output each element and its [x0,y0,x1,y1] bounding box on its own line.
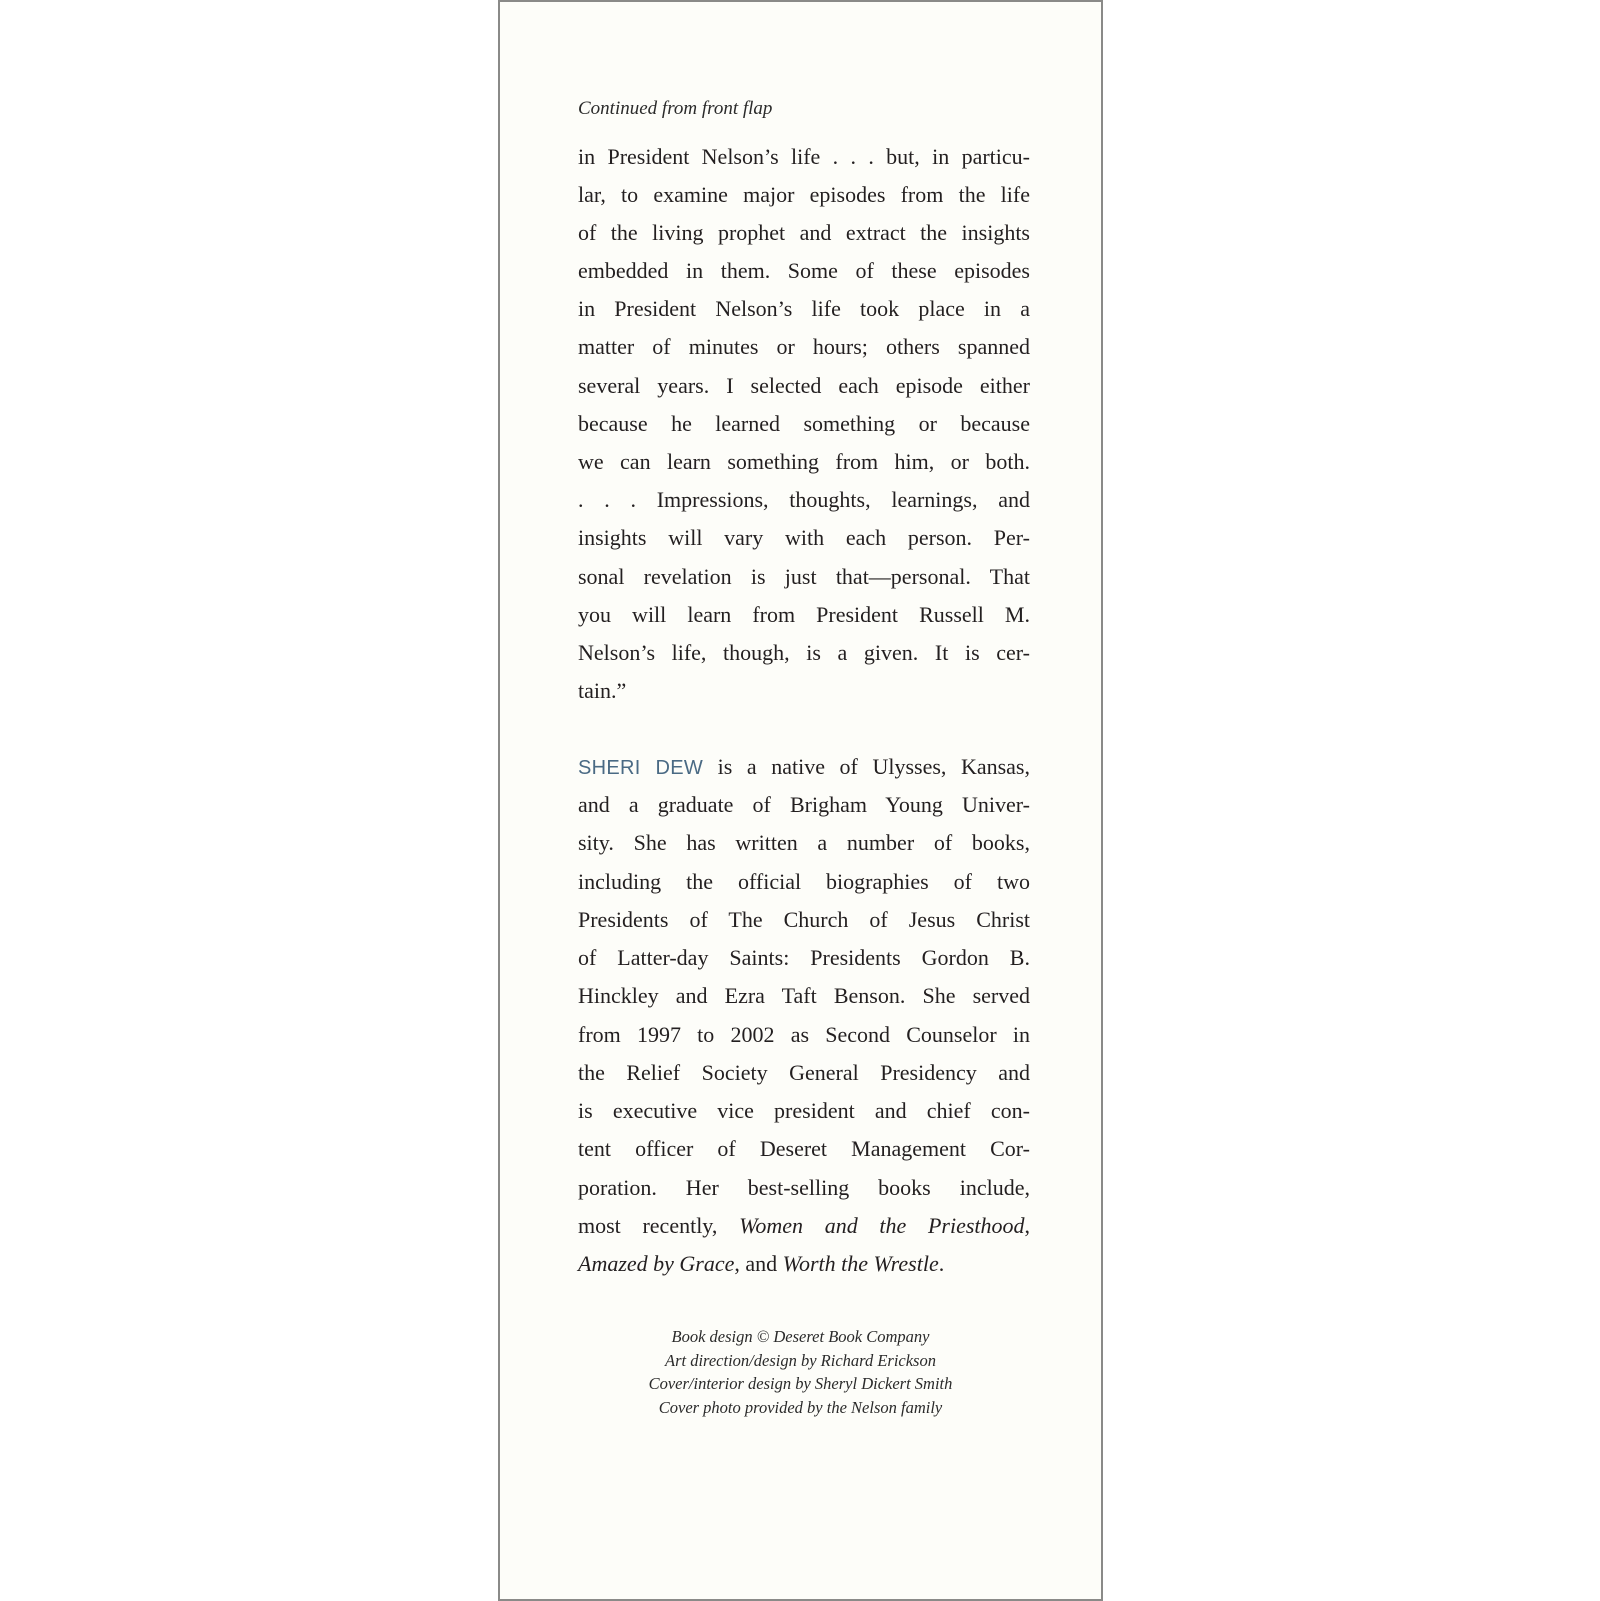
quote-line: embedded in them. Some of these episodes [578,258,1030,283]
credit-line: Art direction/design by Richard Erickson [665,1351,936,1370]
bio-line: is executive vice president and chief con- [578,1098,1030,1123]
credit-line: Cover/interior design by Sheryl Dickert Smith [648,1374,953,1393]
book-back-flap [498,0,1103,1601]
bio-line: of Latter-day Saints: Presidents Gordon B. [578,945,1030,970]
bio-line: Presidents of The Church of Jesus Christ [578,907,1030,932]
quote-line: matter of minutes or hours; others spanned [578,334,1030,359]
author-name: SHERI DEW [578,757,704,779]
quote-line: insights will vary with each person. Per- [578,525,1030,550]
bio-line [578,752,1030,782]
bio-line: tent officer of Deseret Management Cor- [578,1136,1030,1161]
bio-line: including the official biographies of two [578,869,1030,894]
book-title: Women and the Priesthood [739,1213,1025,1238]
quote-line: sonal revelation is just that—personal. That [578,564,1030,589]
quote-line: several years. I selected each episode either [578,373,1030,398]
book-title: Amazed by Grace [578,1251,735,1276]
quote-line: we can learn something from him, or both. [578,449,1030,474]
quote-line: lar, to examine major episodes from the life [578,182,1030,207]
quote-line: of the living prophet and extract the insights [578,220,1030,245]
bio-text: , [1024,1213,1031,1238]
bio-text: most recently, [578,1213,740,1238]
bio-line: poration. Her best-selling books include, [578,1175,1030,1200]
quote-line: Nelson’s life, though, is a given. It is cer- [578,640,1030,665]
bio-line: sity. She has written a number of books, [578,830,1030,855]
quote-line: . . . Impressions, thoughts, learnings, and [578,487,1030,512]
bio-line: Hinckley and Ezra Taft Benson. She served [578,983,1030,1008]
quote-line: you will learn from President Russell M. [578,602,1030,627]
bio-text: , and [734,1251,783,1276]
bio-line: from 1997 to 2002 as Second Counselor in [578,1022,1030,1047]
credit-line: Book design © Deseret Book Company [671,1327,930,1346]
quote-line: because he learned something or because [578,411,1030,436]
book-title: Worth the Wrestle [782,1251,939,1276]
bio-text: . [938,1251,945,1276]
quote-line: tain.” [578,678,627,703]
bio-text: is a native of Ulysses, Kansas, [703,754,1030,779]
bio-line [578,1249,1030,1279]
bio-line: the Relief Society General Presidency and [578,1060,1030,1085]
bio-line [578,1211,1030,1241]
credit-line: Cover photo provided by the Nelson family [658,1398,943,1417]
bio-line: and a graduate of Brigham Young Univer- [578,792,1030,817]
continued-from-front-flap-label: Continued from front flap [578,98,773,119]
quote-line: in President Nelson’s life took place in a [578,296,1030,321]
quote-line: in President Nelson’s life . . . but, in particu- [578,144,1030,169]
